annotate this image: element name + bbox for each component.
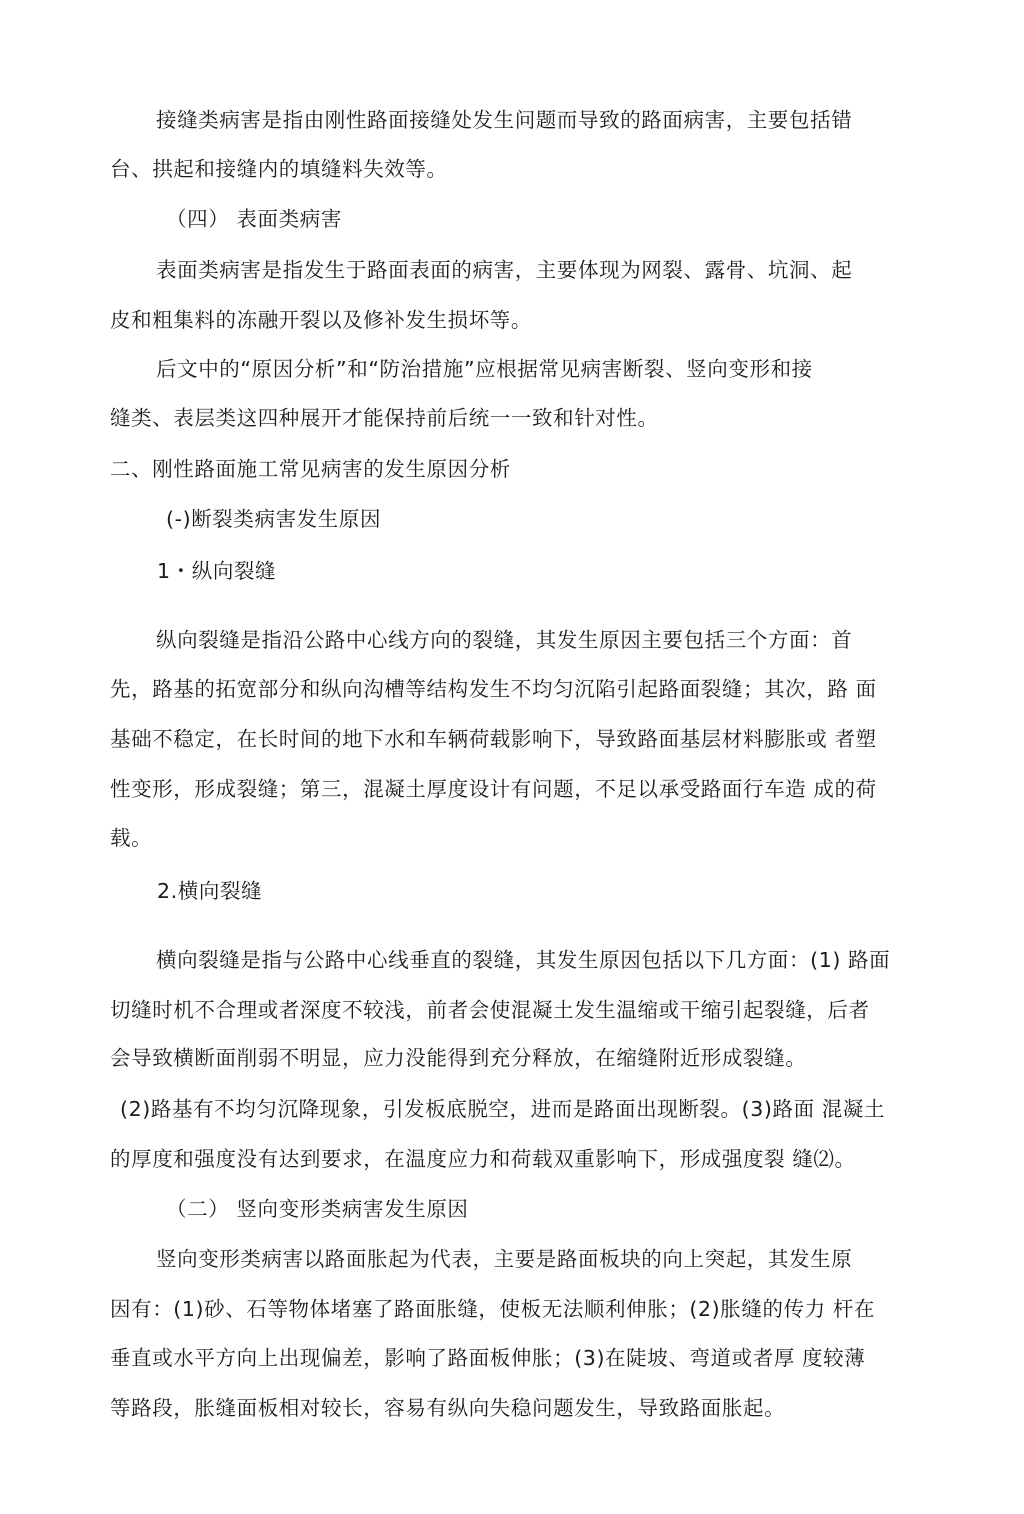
paragraph-line: 等路段，胀缝面板相对较长，容易有纵向失稳问题发生，导致路面胀起。 <box>110 1396 786 1420</box>
paragraph-line: 会导致横断面削弱不明显，应力没能得到充分释放，在缩缝附近形成裂缝。 <box>110 1046 807 1070</box>
paragraph-line: 载。 <box>110 826 153 850</box>
subsection-heading: （二） 竖向变形类病害发生原因 <box>166 1197 469 1221</box>
paragraph-line: 表面类病害是指发生于路面表面的病害，主要体现为网裂、露骨、坑洞、起 <box>156 258 853 282</box>
paragraph-line: 先，路基的拓宽部分和纵向沟槽等结构发生不均匀沉陷引起路面裂缝；其次，路 面 <box>110 677 877 701</box>
section-heading: 二、刚性路面施工常见病害的发生原因分析 <box>110 457 511 481</box>
paragraph-line: 后文中的“原因分析”和“防治措施”应根据常见病害断裂、竖向变形和接 <box>156 357 813 381</box>
paragraph-line: 缝类、表层类这四种展开才能保持前后统一一致和针对性。 <box>110 406 659 430</box>
paragraph-line: (2)路基有不均匀沉降现象，引发板底脱空，进而是路面出现断裂。(3)路面 混凝土 <box>120 1097 886 1121</box>
section-heading: （四） 表面类病害 <box>166 207 342 231</box>
item-heading: 1・纵向裂缝 <box>157 559 277 583</box>
paragraph-line: 横向裂缝是指与公路中心线垂直的裂缝，其发生原因包括以下几方面：(1) 路面 <box>156 948 891 972</box>
subsection-heading: (-)断裂类病害发生原因 <box>166 507 382 531</box>
paragraph-line: 切缝时机不合理或者深度不较浅，前者会使混凝土发生温缩或干缩引起裂缝，后者 <box>110 998 870 1022</box>
item-heading: 2.横向裂缝 <box>157 879 263 903</box>
paragraph-line: 台、拱起和接缝内的填缝料失效等。 <box>110 157 448 181</box>
paragraph-line: 纵向裂缝是指沿公路中心线方向的裂缝，其发生原因主要包括三个方面：首 <box>156 628 853 652</box>
paragraph-line: 基础不稳定，在长时间的地下水和车辆荷载影响下，导致路面基层材料膨胀或 者塑 <box>110 727 877 751</box>
paragraph-line: 性变形，形成裂缝；第三，混凝土厚度设计有问题，不足以承受路面行车造 成的荷 <box>110 777 877 801</box>
paragraph-line: 皮和粗集料的冻融开裂以及修补发生损坏等。 <box>110 308 532 332</box>
paragraph-line: 因有：(1)砂、石等物体堵塞了路面胀缝，使板无法顺利伸胀；(2)胀缝的传力 杆在 <box>110 1297 876 1321</box>
paragraph-line: 接缝类病害是指由刚性路面接缝处发生问题而导致的路面病害，主要包括错 <box>156 108 853 132</box>
paragraph-line: 的厚度和强度没有达到要求，在温度应力和荷载双重影响下，形成强度裂 缝⑵。 <box>110 1147 856 1171</box>
paragraph-line: 垂直或水平方向上出现偏差，影响了路面板伸胀；(3)在陡坡、弯道或者厚 度较薄 <box>110 1346 866 1370</box>
paragraph-line: 竖向变形类病害以路面胀起为代表，主要是路面板块的向上突起，其发生原 <box>156 1247 853 1271</box>
